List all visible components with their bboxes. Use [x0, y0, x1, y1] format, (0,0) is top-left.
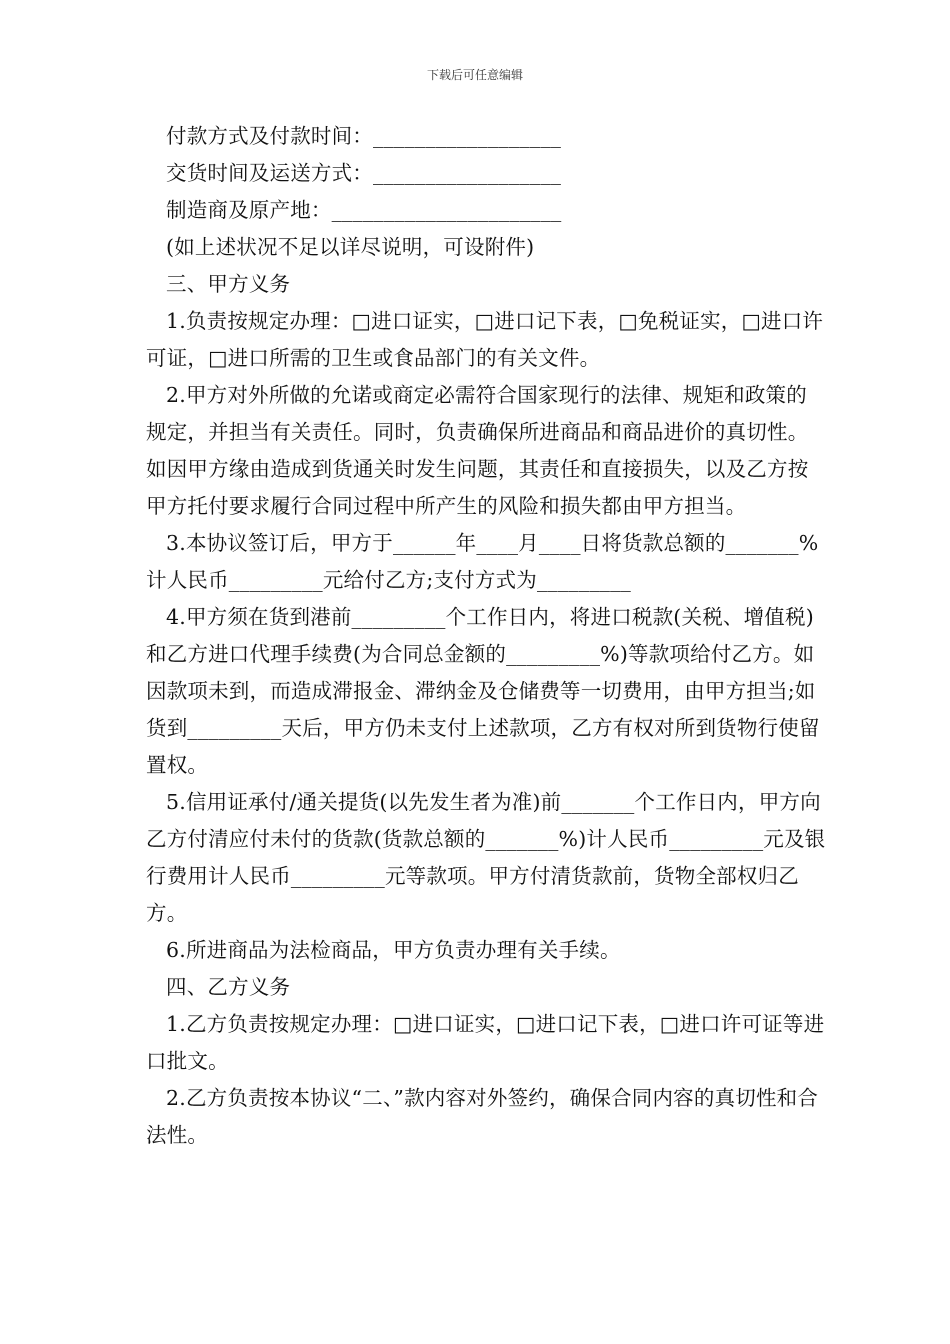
- party-a-clause-1: 1.负责按规定办理：□进口证实，□进口记下表，□免税证实，□进口许可证，□进口所需的卫生或食品部门的有关文件。: [146, 309, 824, 370]
- party-a-clause-2: 2.甲方对外所做的允诺或商定必需符合国家现行的法律、规矩和政策的规定，并担当有关责任。同时，负责确保所进商品和商品进价的真切性。如因甲方缘由造成到货通关时发生问题，其责任和直接损失，以及乙方按甲方托付要求履行合同过程中所产生的风险和损失都由甲方担当。: [146, 383, 809, 518]
- section-heading-party-a: 三、甲方义务: [166, 272, 291, 296]
- document-body: [146, 118, 826, 1154]
- page-header: 下载后可任意编辑: [426, 68, 523, 82]
- party-a-clause-6: 6.所进商品为法检商品，甲方负责办理有关手续。: [166, 938, 621, 962]
- section-heading-party-b: 四、乙方义务: [166, 975, 291, 999]
- payment-terms-line: 付款方式及付款时间：__________________: [166, 124, 562, 148]
- party-a-clause-4: 4.甲方须在货到港前_________个工作日内，将进口税款(关税、增值税)和乙方进口代理手续费(为合同总金额的_________%)等款项给付乙方。如因款项未到，而造成滞报金、滞纳金及仓储费等一切费用，由甲方担当;如货到_________天后，甲方仍未支付上述款项，乙方有权对所到货物行使留置权。: [146, 605, 820, 777]
- delivery-terms-line: 交货时间及运送方式：__________________: [166, 161, 562, 185]
- manufacturer-origin-line: 制造商及原产地：______________________: [166, 198, 562, 222]
- party-b-clause-2: 2.乙方负责按本协议“二、”款内容对外签约，确保合同内容的真切性和合法性。: [146, 1086, 819, 1147]
- party-a-clause-3: 3.本协议签订后，甲方于______年____月____日将货款总额的_______%计人民币_________元给付乙方;支付方式为_________: [146, 531, 819, 592]
- party-a-clause-5: 5.信用证承付/通关提货(以先发生者为准)前_______个工作日内，甲方向乙方付清应付未付的货款(货款总额的_______%)计人民币_________元及银行费用计人民币_________元等款项。甲方付清货款前，货物全部权归乙方。: [146, 790, 826, 925]
- party-b-clause-1: 1.乙方负责按规定办理：□进口证实，□进口记下表，□进口许可证等进口批文。: [146, 1012, 825, 1073]
- attachment-note: (如上述状况不足以详尽说明，可设附件): [166, 235, 535, 259]
